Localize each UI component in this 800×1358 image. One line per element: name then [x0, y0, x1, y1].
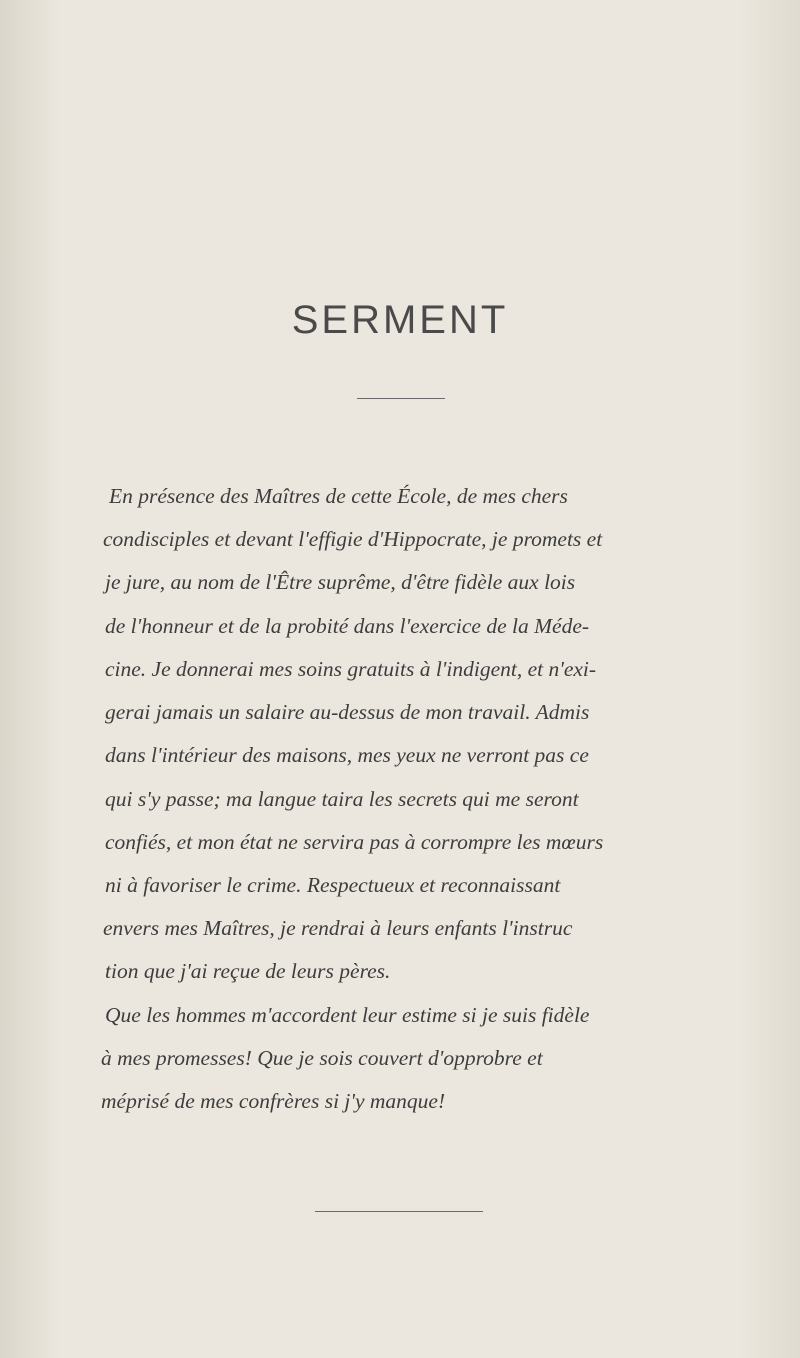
- oath-line: cine. Je donnerai mes soins gratuits à l'indigent, et n'exi-: [105, 657, 597, 681]
- oath-line: confiés, et mon état ne servira pas à corrompre les mœurs: [105, 830, 604, 854]
- oath-line: envers mes Maîtres, je rendrai à leurs enfants l'instruc: [103, 916, 573, 940]
- oath-line: Que les hommes m'accordent leur estime si je suis fidèle: [105, 1003, 590, 1027]
- oath-line: je jure, au nom de l'Être suprême, d'être fidèle aux lois: [105, 570, 576, 594]
- oath-line: tion que j'ai reçue de leurs pères.: [105, 959, 391, 983]
- oath-line: gerai jamais un salaire au-dessus de mon travail. Admis: [105, 700, 590, 724]
- oath-line: dans l'intérieur des maisons, mes yeux ne verront pas ce: [105, 743, 589, 767]
- divider-top: [357, 398, 445, 399]
- oath-line: ni à favoriser le crime. Respectueux et reconnaissant: [105, 873, 561, 897]
- oath-line: qui s'y passe; ma langue taira les secrets qui me seront: [105, 787, 579, 811]
- oath-line: méprisé de mes confrères si j'y manque!: [101, 1089, 446, 1113]
- oath-line: condisciples et devant l'effigie d'Hippocrate, je promets et: [103, 527, 603, 551]
- oath-line: à mes promesses! Que je sois couvert d'opprobre et: [101, 1046, 543, 1070]
- page-title: SERMENT: [291, 298, 509, 342]
- oath-line: de l'honneur et de la probité dans l'exercice de la Méde-: [105, 614, 590, 638]
- divider-bottom: [315, 1211, 483, 1212]
- oath-line: En présence des Maîtres de cette École, de mes chers: [109, 484, 568, 508]
